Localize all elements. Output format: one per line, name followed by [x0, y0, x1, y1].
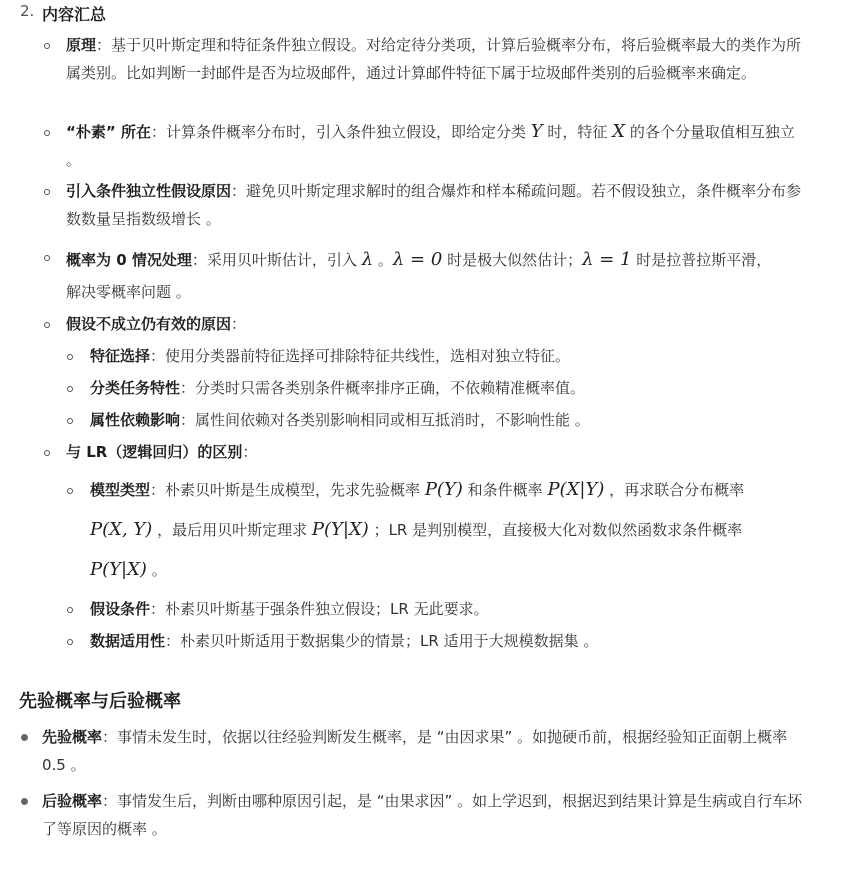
bullet-disc-icon: [21, 734, 28, 741]
sub-text: ：分类时只需各类别条件概率排序正确，不依赖精准概率值。: [180, 379, 586, 397]
zero-item-line2: [66, 278, 811, 306]
naive-label: “朴素” 所在: [66, 123, 151, 141]
zero-text-5: 解决零概率问题 。: [66, 283, 191, 301]
bullet-circle-icon: [67, 607, 73, 613]
prior-text: ：事情未发生时，依据以往经验判断发生概率，是 “由因求果” 。如抛硬币前，根据经验知正面朝上概率 0.5 。: [42, 728, 788, 774]
zero-text-2: 。: [377, 251, 393, 269]
sub-label: 属性依赖影响: [90, 411, 181, 429]
bullet-circle-icon: [44, 43, 50, 49]
effective-colon: ：: [231, 315, 247, 333]
posterior-label: 后验概率: [42, 792, 103, 810]
sub-text: ：使用分类器前特征选择可排除特征共线性，选相对独立特征。: [150, 347, 571, 365]
bullet-circle-icon: [67, 354, 73, 360]
prior-posterior-heading: 先验概率与后验概率: [19, 691, 181, 712]
bullet-circle-icon: [44, 255, 50, 261]
vs-lr-label: 与 LR（逻辑回归）的区别: [66, 443, 243, 461]
prior-item: [42, 723, 812, 779]
principle-text: ：基于贝叶斯定理和特征条件独立假设。对给定待分类项，计算后验概率分布，将后验概率最大的类作为所属类别。比如判断一封邮件是否为垃圾邮件，通过计算邮件特征下属于垃圾邮件类别的后验概率来确定。: [66, 36, 802, 82]
sub-label: 特征选择: [90, 347, 151, 365]
math-p-y-given-x: P(Y|X): [311, 519, 369, 540]
bullet-circle-icon: [67, 639, 73, 645]
model-text-3: ，再求联合分布概率: [609, 481, 745, 499]
effective-sub-1: [90, 342, 830, 370]
section-title: 内容汇总: [42, 5, 107, 24]
bullet-circle-icon: [67, 386, 73, 392]
math-lambda-0: λ = 0: [392, 249, 443, 270]
math-p-y-given-x-2: P(Y|X): [90, 559, 147, 580]
naive-text-2: 时，特征: [547, 123, 608, 141]
effective-sub-2: [90, 374, 830, 402]
zero-text-4: 时是拉普拉斯平滑，: [636, 251, 772, 269]
data-item: [90, 627, 830, 655]
principle-item: [66, 31, 811, 87]
prior-label: 先验概率: [42, 728, 103, 746]
data-label: 数据适用性: [90, 632, 166, 650]
math-p-y: P(Y): [424, 479, 463, 500]
principle-label: 原理: [66, 36, 97, 54]
math-y: Y: [530, 121, 543, 142]
bullet-circle-icon: [44, 322, 50, 328]
effective-sub-3: [90, 406, 830, 434]
reason-label: 引入条件独立性假设原因: [66, 182, 232, 200]
bullet-circle-icon: [44, 189, 50, 195]
naive-text-1: ：计算条件概率分布时，引入条件独立假设，即给定分类: [150, 123, 526, 141]
assume-label: 假设条件: [90, 600, 151, 618]
naive-item: [66, 118, 811, 174]
model-text-4: ，最后用贝叶斯定理求: [157, 521, 308, 539]
math-lambda: λ: [361, 249, 374, 270]
effective-label: 假设不成立仍有效的原因: [66, 315, 232, 333]
model-type-line1: [90, 474, 850, 506]
data-text: ：朴素贝叶斯适用于数据集少的情景；LR 适用于大规模数据集 。: [165, 632, 599, 650]
vs-lr-colon: ：: [242, 443, 258, 461]
naive-text-3: 的各个分量取值相互独立 。: [66, 123, 795, 169]
sub-text: ：属性间依赖对各类别影响相同或相互抵消时，不影响性能 。: [180, 411, 590, 429]
math-x: X: [612, 121, 626, 142]
bullet-disc-icon: [21, 798, 28, 805]
posterior-item: [42, 787, 812, 843]
bullet-circle-icon: [67, 418, 73, 424]
bullet-circle-icon: [44, 130, 50, 136]
list-number: 2.: [20, 2, 35, 20]
zero-label: 概率为 0 情况处理: [66, 251, 192, 269]
model-text-1: ：朴素贝叶斯是生成模型，先求先验概率: [150, 481, 421, 499]
model-type-line2: [90, 514, 850, 546]
model-text-6: 。: [151, 561, 167, 579]
section-header: [0, 0, 866, 26]
posterior-text: ：事情发生后，判断由哪种原因引起，是 “由果求因” 。如上学迟到，根据迟到结果计算是生病或自行车坏了等原因的概率 。: [42, 792, 803, 838]
model-text-2: 和条件概率: [467, 481, 543, 499]
zero-text-1: ：采用贝叶斯估计，引入: [191, 251, 357, 269]
math-lambda-1: λ = 1: [582, 249, 632, 270]
zero-text-3: 时是极大似然估计；: [447, 251, 583, 269]
reason-text: ：避免贝叶斯定理求解时的组合爆炸和样本稀疏问题。若不假设独立，条件概率分布参数数量呈指数级增长 。: [66, 182, 802, 228]
sub-label: 分类任务特性: [90, 379, 181, 397]
bullet-circle-icon: [67, 488, 73, 494]
zero-item: [66, 243, 826, 277]
model-type-line3: [90, 554, 850, 586]
model-type-label: 模型类型: [90, 481, 151, 499]
assume-text: ：朴素贝叶斯基于强条件独立假设；LR 无此要求。: [150, 600, 489, 618]
effective-item: [66, 310, 811, 338]
model-text-5: ；LR 是判别模型，直接极大化对数似然函数求条件概率: [373, 521, 743, 539]
vs-lr-item: [66, 438, 811, 466]
math-p-x-given-y: P(X|Y): [547, 479, 605, 500]
assume-item: [90, 595, 830, 623]
reason-item: [66, 177, 811, 233]
bullet-circle-icon: [44, 450, 50, 456]
math-p-xy: P(X, Y): [90, 519, 153, 540]
